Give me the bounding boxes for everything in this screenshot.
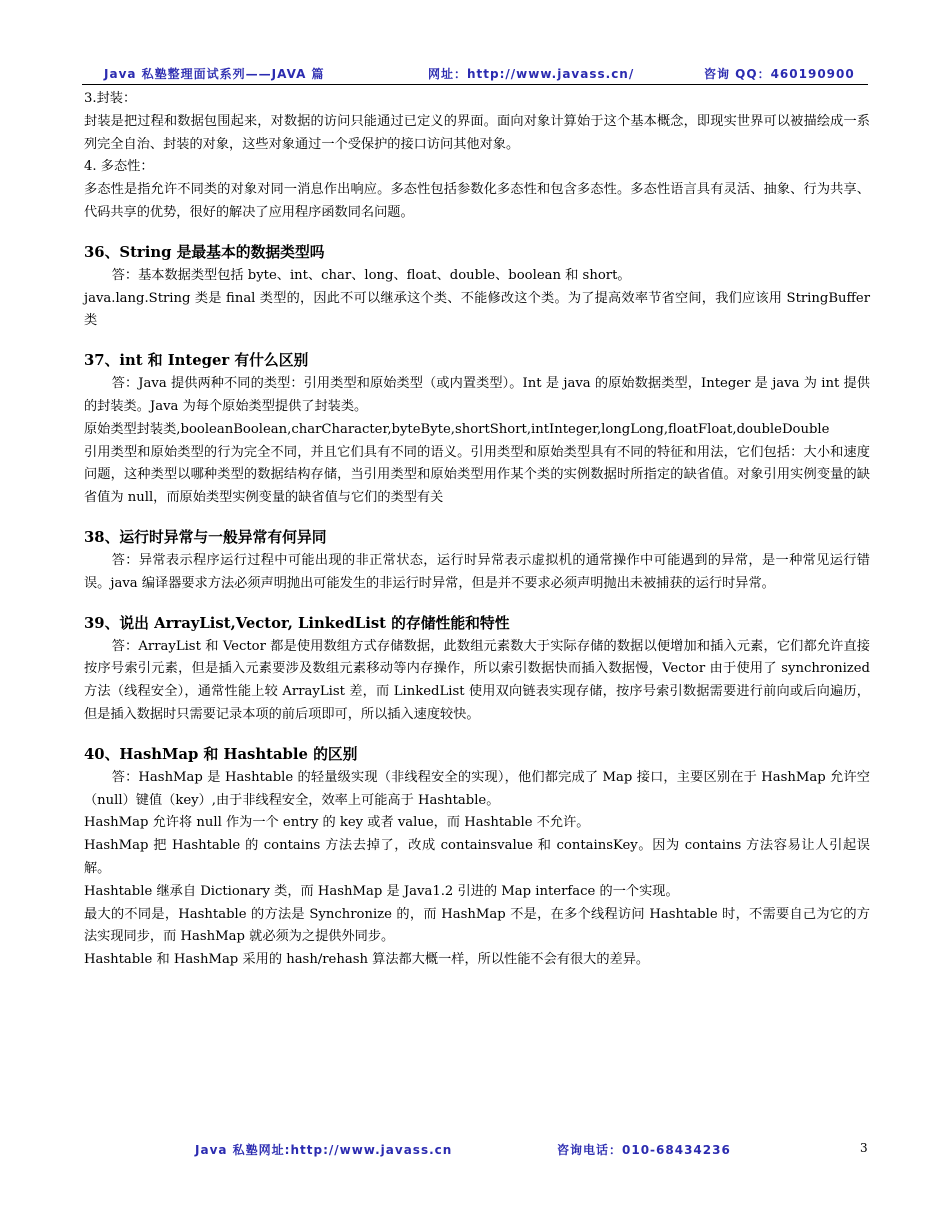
question-40-synchronize: 最大的不同是，Hashtable 的方法是 Synchronize 的，而 HashMap 不是，在多个线程访问 Hashtable 时，不需要自己为它的方法实现同步，而 HashMap 就必须为之提供外同步。 [84,906,870,945]
footer-phone: 咨询电话：010-68434236 [557,1143,731,1157]
question-40-null: HashMap 允许将 null 作为一个 entry 的 key 或者 value，而 Hashtable 不允许。 [84,815,590,831]
page-header [82,62,868,85]
header-website: 网址：http://www.javass.cn/ [428,67,635,81]
page-number: 3 [860,1141,868,1155]
question-40-title: 40、HashMap 和 Hashtable 的区别 [84,745,358,763]
question-40-contains: HashMap 把 Hashtable 的 contains 方法去掉了，改成 containsvalue 和 containsKey。因为 contains 方法容易让人引起误解。 [84,838,870,876]
question-40-answer: 答：HashMap 是 Hashtable 的轻量级实现（非线程安全的实现），他们都完成了 Map 接口，主要区别在于 HashMap 允许空（null）键值（key）,由于非线程安全，效率上可能高于 Hashtable。 [84,769,870,808]
intro-polymorphism-heading: 4. 多态性： [84,159,154,175]
question-38-title: 38、运行时异常与一般异常有何异同 [84,528,327,546]
question-36-title: 36、String 是最基本的数据类型吗 [84,243,325,261]
intro-encapsulation-heading: 3.封装： [84,91,137,106]
question-39-title: 39、说出 ArrayList,Vector, LinkedList 的存储性能和特性 [84,614,510,632]
page-content [84,88,870,972]
header-series-title: Java 私塾整理面试系列——JAVA 篇 [104,67,325,81]
question-36-answer: 答：基本数据类型包括 byte、int、char、long、float、double、boolean 和 short。 [111,267,631,283]
question-39-answer: 答：ArrayList 和 Vector 都是使用数组方式存储数据，此数组元素数大于实际存储的数据以便增加和插入元素，它们都允许直接按序号索引元素，但是插入元素要涉及数组元素移动等内存操作，所以索引数据快而插入数据慢，Vector 由于使用了 synchronized 方法（线程安全），通常性能上较 ArrayList 差，而 LinkedList 使用双向链表实现存储，按序号索引数据需要进行前向或后向遍历，但是插入数据时只需要记录本项的前后项即可，所以插入速度较快。 [84,638,870,722]
intro-encapsulation-text: 封装是把过程和数据包围起来，对数据的访问只能通过已定义的界面。面向对象计算始于这个基本概念，即现实世界可以被描绘成一系列完全自治、封装的对象，这些对象通过一个受保护的接口访问其他对象。 [84,113,870,152]
page-footer [0,1141,950,1161]
question-40-dictionary: Hashtable 继承自 Dictionary 类，而 HashMap 是 Java1.2 引进的 Map interface 的一个实现。 [84,883,679,899]
question-40-hash: Hashtable 和 HashMap 采用的 hash/rehash 算法都大概一样，所以性能不会有很大的差异。 [84,952,650,968]
question-38-answer: 答：异常表示程序运行过程中可能出现的非正常状态，运行时异常表示虚拟机的通常操作中可能遇到的异常，是一种常见运行错误。java 编译器要求方法必须声明抛出可能发生的非运行时异常，但是并不要求必须声明抛出未被捕获的运行时异常。 [84,552,870,591]
question-37-text: 引用类型和原始类型的行为完全不同，并且它们具有不同的语义。引用类型和原始类型具有不同的特征和用法，它们包括：大小和速度问题，这种类型以哪种类型的数据结构存储，当引用类型和原始类型用作某个类的实例数据时所指定的缺省值。对象引用实例变量的缺省值为 null，而原始类型实例变量的缺省值与它们的类型有关 [84,444,870,506]
question-36-text: java.lang.String 类是 final 类型的，因此不可以继承这个类、不能修改这个类。为了提高效率节省空间，我们应该用 StringBuffer 类 [84,290,870,329]
question-37-answer: 答：Java 提供两种不同的类型：引用类型和原始类型（或内置类型）。Int 是 java 的原始数据类型，Integer 是 java 为 int 提供的封装类。Java 为每个原始类型提供了封装类。 [84,376,870,414]
footer-website: Java 私塾网址:http://www.javass.cn [195,1143,453,1157]
header-qq: 咨询 QQ：460190900 [704,67,855,81]
intro-polymorphism-text: 多态性是指允许不同类的对象对同一消息作出响应。多态性包括参数化多态性和包含多态性。多态性语言具有灵活、抽象、行为共享、代码共享的优势，很好的解决了应用程序函数同名问题。 [84,182,870,220]
question-37-types: 原始类型封装类,booleanBoolean,charCharacter,byteByte,shortShort,intInteger,longLong,floatFloat,doubleDouble [84,421,830,437]
question-37-title: 37、int 和 Integer 有什么区别 [84,352,309,370]
